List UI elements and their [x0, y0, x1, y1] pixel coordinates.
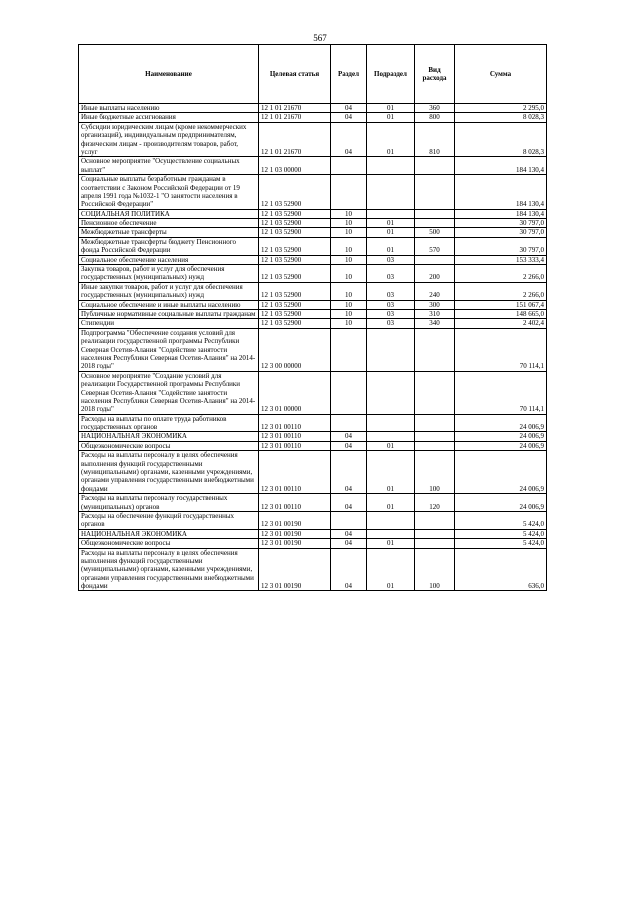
row-amount-cell: 636,0	[455, 548, 547, 591]
row-target-article-cell: 12 1 03 52900	[259, 175, 331, 210]
row-amount-cell: 184 130,4	[455, 209, 547, 218]
row-section-cell: 10	[331, 300, 367, 309]
row-expense-type-cell: 800	[415, 113, 455, 122]
row-subsection-cell: 01	[367, 494, 415, 512]
row-target-article-cell: 12 3 01 00110	[259, 451, 331, 494]
row-subsection-cell: 01	[367, 548, 415, 591]
table-row	[79, 157, 547, 175]
row-section-cell	[331, 175, 367, 210]
row-subsection-cell: 01	[367, 104, 415, 113]
row-amount-cell: 2 266,0	[455, 282, 547, 300]
row-amount-cell: 30 797,0	[455, 237, 547, 255]
row-amount-cell: 8 028,3	[455, 113, 547, 122]
row-amount-cell: 24 006,9	[455, 494, 547, 512]
row-expense-type-cell: 100	[415, 548, 455, 591]
row-subsection-cell: 03	[367, 319, 415, 328]
row-section-cell: 04	[331, 539, 367, 548]
row-name-cell: Социальное обеспечение населения	[79, 255, 259, 264]
row-section-cell: 04	[331, 432, 367, 441]
row-subsection-cell: 03	[367, 255, 415, 264]
row-expense-type-cell	[415, 328, 455, 371]
row-expense-type-cell: 500	[415, 228, 455, 237]
row-name-cell: Социальные выплаты безработным гражданам в соответствии с Законом Российской Федерации от 19 апреля 1991 года №1032-1 "О занятости населения в Российской Федерации"	[79, 175, 259, 210]
row-subsection-cell: 01	[367, 219, 415, 228]
row-target-article-cell: 12 1 03 52900	[259, 282, 331, 300]
row-name-cell: СОЦИАЛЬНАЯ ПОЛИТИКА	[79, 209, 259, 218]
row-name-cell: Общеэкономические вопросы	[79, 539, 259, 548]
row-subsection-cell: 01	[367, 228, 415, 237]
row-expense-type-cell: 200	[415, 265, 455, 283]
row-subsection-cell: 03	[367, 282, 415, 300]
row-target-article-cell: 12 1 03 52900	[259, 209, 331, 218]
table-row	[79, 209, 547, 218]
table-row	[79, 228, 547, 237]
row-name-cell: Расходы на обеспечение функций государственных органов	[79, 511, 259, 529]
row-subsection-cell: 01	[367, 113, 415, 122]
table-row	[79, 451, 547, 494]
table-row	[79, 328, 547, 371]
row-section-cell: 10	[331, 255, 367, 264]
table-row	[79, 309, 547, 318]
row-expense-type-cell: 240	[415, 282, 455, 300]
row-amount-cell: 70 114,1	[455, 371, 547, 414]
table-row	[79, 441, 547, 450]
table-row	[79, 113, 547, 122]
row-subsection-cell	[367, 209, 415, 218]
table-row	[79, 282, 547, 300]
row-subsection-cell: 01	[367, 237, 415, 255]
table-row	[79, 219, 547, 228]
row-section-cell	[331, 157, 367, 175]
row-amount-cell: 5 424,0	[455, 539, 547, 548]
row-amount-cell: 148 665,0	[455, 309, 547, 318]
row-expense-type-cell	[415, 511, 455, 529]
row-subsection-cell: 01	[367, 441, 415, 450]
row-name-cell: Социальное обеспечение и иные выплаты населению	[79, 300, 259, 309]
row-section-cell: 10	[331, 282, 367, 300]
row-section-cell: 04	[331, 494, 367, 512]
table-row	[79, 104, 547, 113]
row-section-cell: 04	[331, 113, 367, 122]
row-name-cell: Иные выплаты населению	[79, 104, 259, 113]
row-name-cell: Публичные нормативные социальные выплаты гражданам	[79, 309, 259, 318]
row-expense-type-cell: 810	[415, 122, 455, 157]
row-amount-cell: 24 006,9	[455, 432, 547, 441]
row-subsection-cell	[367, 511, 415, 529]
row-expense-type-cell: 570	[415, 237, 455, 255]
row-amount-cell: 8 028,3	[455, 122, 547, 157]
row-target-article-cell: 12 1 03 52900	[259, 319, 331, 328]
table-row	[79, 414, 547, 432]
row-section-cell: 04	[331, 548, 367, 591]
row-expense-type-cell	[415, 371, 455, 414]
row-name-cell: НАЦИОНАЛЬНАЯ ЭКОНОМИКА	[79, 432, 259, 441]
header-expense-type: Вид расхода	[415, 45, 455, 104]
row-section-cell: 10	[331, 228, 367, 237]
row-section-cell: 04	[331, 122, 367, 157]
header-name: Наименование	[79, 45, 259, 104]
row-expense-type-cell: 310	[415, 309, 455, 318]
table-row	[79, 494, 547, 512]
row-amount-cell: 30 797,0	[455, 228, 547, 237]
table-row	[79, 511, 547, 529]
table-row	[79, 432, 547, 441]
row-subsection-cell: 03	[367, 265, 415, 283]
header-section: Раздел	[331, 45, 367, 104]
row-name-cell: Общеэкономические вопросы	[79, 441, 259, 450]
row-target-article-cell: 12 3 01 00110	[259, 414, 331, 432]
budget-table	[78, 44, 547, 591]
row-target-article-cell: 12 1 03 52900	[259, 309, 331, 318]
row-subsection-cell: 01	[367, 451, 415, 494]
row-section-cell: 04	[331, 104, 367, 113]
row-target-article-cell: 12 3 01 00190	[259, 529, 331, 538]
row-amount-cell: 24 006,9	[455, 441, 547, 450]
row-amount-cell: 70 114,1	[455, 328, 547, 371]
row-subsection-cell: 01	[367, 122, 415, 157]
row-amount-cell: 2 402,4	[455, 319, 547, 328]
table-row	[79, 255, 547, 264]
row-expense-type-cell	[415, 209, 455, 218]
row-name-cell: Иные бюджетные ассигнования	[79, 113, 259, 122]
row-expense-type-cell: 100	[415, 451, 455, 494]
row-name-cell: Закупка товаров, работ и услуг для обеспечения государственных (муниципальных) нужд	[79, 265, 259, 283]
row-expense-type-cell	[415, 529, 455, 538]
table-row	[79, 529, 547, 538]
header-target-article: Целевая статья	[259, 45, 331, 104]
row-expense-type-cell: 340	[415, 319, 455, 328]
row-section-cell	[331, 414, 367, 432]
page-number: 567	[313, 33, 327, 43]
row-name-cell: Иные закупки товаров, работ и услуг для обеспечения государственных (муниципальных) нужд	[79, 282, 259, 300]
table-row	[79, 265, 547, 283]
row-section-cell: 04	[331, 451, 367, 494]
row-section-cell: 10	[331, 237, 367, 255]
row-subsection-cell: 03	[367, 309, 415, 318]
row-amount-cell: 184 130,4	[455, 175, 547, 210]
row-subsection-cell	[367, 371, 415, 414]
row-subsection-cell: 03	[367, 300, 415, 309]
row-amount-cell: 5 424,0	[455, 511, 547, 529]
row-target-article-cell: 12 1 03 52900	[259, 300, 331, 309]
table-row	[79, 548, 547, 591]
table-row	[79, 539, 547, 548]
row-expense-type-cell	[415, 432, 455, 441]
table-row	[79, 122, 547, 157]
header-subsection: Подраздел	[367, 45, 415, 104]
row-subsection-cell: 01	[367, 539, 415, 548]
row-name-cell: Субсидии юридическим лицам (кроме некоммерческих организаций), индивидуальным предпринимателям, физическим лицам - производителям товаров, работ, услуг	[79, 122, 259, 157]
row-subsection-cell	[367, 328, 415, 371]
row-section-cell: 10	[331, 209, 367, 218]
row-target-article-cell: 12 1 03 52900	[259, 228, 331, 237]
row-expense-type-cell: 300	[415, 300, 455, 309]
row-name-cell: НАЦИОНАЛЬНАЯ ЭКОНОМИКА	[79, 529, 259, 538]
table-header-row	[79, 45, 547, 104]
row-subsection-cell	[367, 175, 415, 210]
row-target-article-cell: 12 1 03 52900	[259, 219, 331, 228]
row-target-article-cell: 12 3 00 00000	[259, 328, 331, 371]
table-row	[79, 237, 547, 255]
row-expense-type-cell	[415, 157, 455, 175]
row-expense-type-cell: 360	[415, 104, 455, 113]
table-row	[79, 319, 547, 328]
row-name-cell: Пенсионное обеспечение	[79, 219, 259, 228]
row-target-article-cell: 12 3 01 00190	[259, 548, 331, 591]
row-name-cell: Расходы на выплаты персоналу в целях обеспечения выполнения функций государственными (муниципальными) органами, казенными учреждениями, органами управления государственными внебюджетными фондами	[79, 451, 259, 494]
row-expense-type-cell	[415, 219, 455, 228]
row-name-cell: Стипендии	[79, 319, 259, 328]
row-amount-cell: 153 333,4	[455, 255, 547, 264]
row-amount-cell: 30 797,0	[455, 219, 547, 228]
table-row	[79, 175, 547, 210]
row-amount-cell: 5 424,0	[455, 529, 547, 538]
row-section-cell: 10	[331, 219, 367, 228]
row-name-cell: Основное мероприятие "Осуществление социальных выплат"	[79, 157, 259, 175]
row-subsection-cell	[367, 432, 415, 441]
row-target-article-cell: 12 1 03 52900	[259, 237, 331, 255]
row-section-cell: 10	[331, 319, 367, 328]
row-target-article-cell: 12 1 03 00000	[259, 157, 331, 175]
row-target-article-cell: 12 1 01 21670	[259, 104, 331, 113]
row-expense-type-cell	[415, 539, 455, 548]
row-name-cell: Расходы на выплаты персоналу государственных (муниципальных) органов	[79, 494, 259, 512]
row-subsection-cell	[367, 414, 415, 432]
row-amount-cell: 24 006,9	[455, 414, 547, 432]
row-amount-cell: 24 006,9	[455, 451, 547, 494]
row-target-article-cell: 12 1 01 21670	[259, 113, 331, 122]
row-target-article-cell: 12 3 01 00110	[259, 441, 331, 450]
row-section-cell: 10	[331, 309, 367, 318]
row-name-cell: Межбюджетные трансферты бюджету Пенсионного фонда Российской Федерации	[79, 237, 259, 255]
row-section-cell: 04	[331, 441, 367, 450]
row-name-cell: Межбюджетные трансферты	[79, 228, 259, 237]
table-row	[79, 300, 547, 309]
row-expense-type-cell	[415, 255, 455, 264]
row-target-article-cell: 12 3 01 00000	[259, 371, 331, 414]
row-subsection-cell	[367, 529, 415, 538]
row-name-cell: Расходы на выплаты по оплате труда работников государственных органов	[79, 414, 259, 432]
row-name-cell: Подпрограмма "Обеспечение создания условий для реализации государственной программы Республики Северная Осетия-Алания "Содействие занятости населения Республики Северная Осетия-Алания" на 2014-2018 годы"	[79, 328, 259, 371]
row-expense-type-cell	[415, 441, 455, 450]
row-target-article-cell: 12 1 01 21670	[259, 122, 331, 157]
row-expense-type-cell: 120	[415, 494, 455, 512]
row-name-cell: Основное мероприятие "Создание условий для реализации Государственной программы Республики Северная Осетия-Алания "Содействие занятости населения Республики Северная Осетия-Алания" на 2014-2018 годы"	[79, 371, 259, 414]
row-name-cell: Расходы на выплаты персоналу в целях обеспечения выполнения функций государственными (муниципальными) органами, казенными учреждениями, органами управления государственными внебюджетными фондами	[79, 548, 259, 591]
row-amount-cell: 151 067,4	[455, 300, 547, 309]
header-amount: Сумма	[455, 45, 547, 104]
row-subsection-cell	[367, 157, 415, 175]
row-section-cell	[331, 511, 367, 529]
row-section-cell: 10	[331, 265, 367, 283]
row-section-cell	[331, 371, 367, 414]
row-target-article-cell: 12 1 03 52900	[259, 265, 331, 283]
row-target-article-cell: 12 3 01 00110	[259, 494, 331, 512]
row-amount-cell: 2 295,0	[455, 104, 547, 113]
row-target-article-cell: 12 1 03 52900	[259, 255, 331, 264]
row-section-cell: 04	[331, 529, 367, 538]
table-body	[79, 104, 547, 591]
row-target-article-cell: 12 3 01 00190	[259, 511, 331, 529]
row-expense-type-cell	[415, 414, 455, 432]
row-section-cell	[331, 328, 367, 371]
table-row	[79, 371, 547, 414]
row-expense-type-cell	[415, 175, 455, 210]
row-amount-cell: 2 266,0	[455, 265, 547, 283]
row-target-article-cell: 12 3 01 00110	[259, 432, 331, 441]
row-target-article-cell: 12 3 01 00190	[259, 539, 331, 548]
row-amount-cell: 184 130,4	[455, 157, 547, 175]
